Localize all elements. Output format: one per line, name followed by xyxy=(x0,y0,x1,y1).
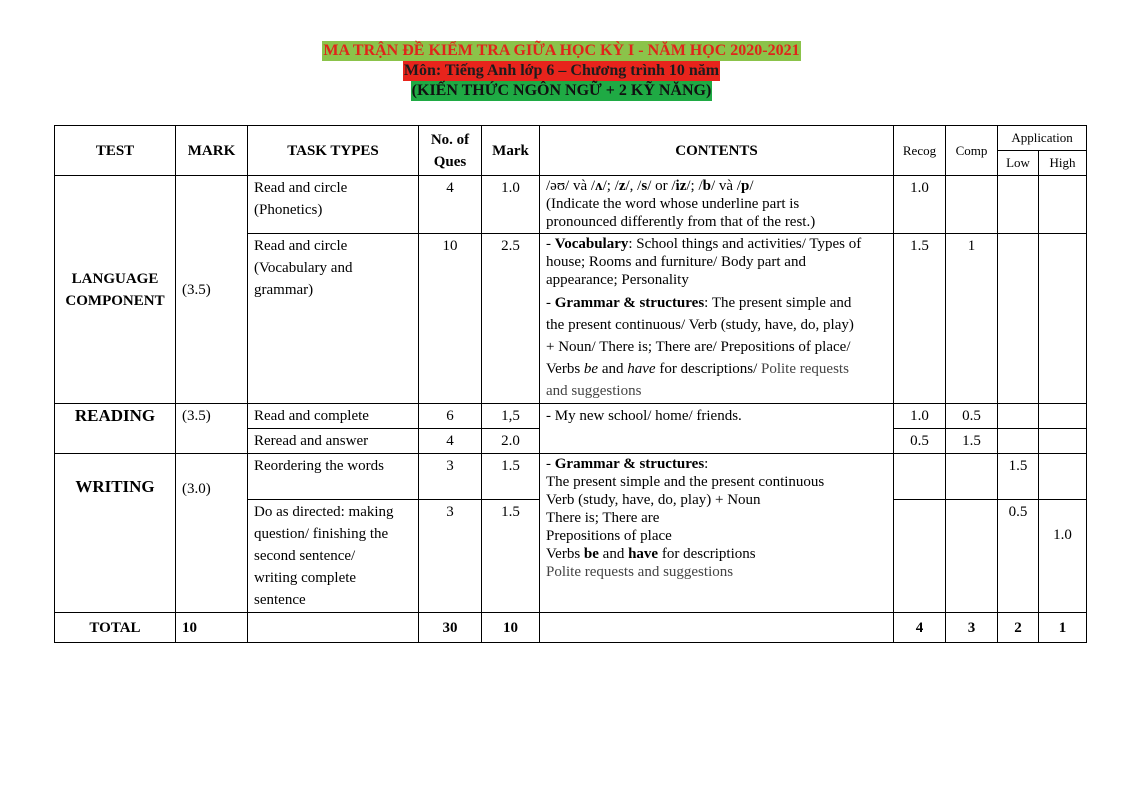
symbol-uh: ʌ xyxy=(595,178,603,194)
contents-line: (Indicate the word whose underline part is xyxy=(546,196,800,212)
contents-line: and suggestions xyxy=(546,383,642,399)
text: Verbs xyxy=(546,546,584,562)
contents-vocab-grammar xyxy=(540,234,894,404)
header-recog: Recog xyxy=(894,126,946,176)
mark-value: 2.5 xyxy=(482,234,540,404)
title-line-2: Môn: Tiếng Anh lớp 6 – Chương trình 10 năm xyxy=(403,62,720,79)
high-value xyxy=(1039,454,1087,500)
symbol-iz: iz xyxy=(675,178,687,194)
total-contents-empty xyxy=(540,613,894,643)
text: have xyxy=(628,546,659,562)
total-task-empty xyxy=(248,613,419,643)
header-no-of: No. of xyxy=(430,131,470,148)
high-value: 1.0 xyxy=(1039,500,1087,613)
low-value xyxy=(998,429,1039,454)
contents-writing xyxy=(540,454,894,613)
contents-line: There is; There are xyxy=(546,510,660,526)
task-line: (Vocabulary and xyxy=(254,260,353,276)
text: / xyxy=(749,178,754,194)
total-mark-2: 10 xyxy=(482,613,540,643)
header-no-of-ques xyxy=(419,126,482,176)
section-language xyxy=(55,176,176,404)
contents-line: pronounced differently from that of the rest.) xyxy=(546,214,816,230)
text: /, / xyxy=(625,178,642,194)
high-value xyxy=(1039,429,1087,454)
total-ques: 30 xyxy=(419,613,482,643)
exam-matrix-table xyxy=(54,125,1087,643)
text: /; / xyxy=(602,178,619,194)
comp-value xyxy=(946,454,998,500)
task-line: sentence xyxy=(254,592,306,608)
contents-line xyxy=(546,545,887,563)
text: / or / xyxy=(647,178,676,194)
total-label: TOTAL xyxy=(55,613,176,643)
comp-value: 1.5 xyxy=(946,429,998,454)
contents-line: house; Rooms and furniture/ Body part and xyxy=(546,254,806,270)
low-value xyxy=(998,234,1039,404)
task-read-complete: Read and complete xyxy=(248,404,419,429)
header-high: High xyxy=(1039,151,1087,176)
contents-line: appearance; Personality xyxy=(546,272,689,288)
task-reordering: Reordering the words xyxy=(248,454,419,500)
text: Verbs xyxy=(546,361,584,377)
text: : xyxy=(704,456,709,472)
task-phonetics xyxy=(248,176,419,234)
recog-value: 1.0 xyxy=(894,404,946,429)
symbol-ou: /əʊ/ xyxy=(546,178,570,194)
text: : The present simple and xyxy=(704,295,852,311)
task-line: Read and circle xyxy=(254,180,348,196)
task-line: (Phonetics) xyxy=(254,202,323,218)
comp-value xyxy=(946,500,998,613)
writing-row-1 xyxy=(55,454,1087,500)
contents-line: + Noun/ There is; There are/ Prepositions of place/ xyxy=(546,339,851,355)
text: have xyxy=(627,361,656,377)
header-task-types: TASK TYPES xyxy=(248,126,419,176)
text: and xyxy=(598,546,629,562)
symbol-b: b xyxy=(702,178,711,194)
header-low: Low xyxy=(998,151,1039,176)
symbol-s: s xyxy=(641,178,648,194)
language-mark: (3.5) xyxy=(176,176,248,404)
header-comp: Comp xyxy=(946,126,998,176)
high-value xyxy=(1039,176,1087,234)
contents-reading: - My new school/ home/ friends. xyxy=(540,404,894,454)
vocab-block: - Vocabulary: School things and activities/ Types of xyxy=(546,236,862,252)
ques-count: 4 xyxy=(419,429,482,454)
section-reading: READING xyxy=(55,404,176,454)
ques-count: 10 xyxy=(419,234,482,404)
task-line: question/ finishing the xyxy=(254,526,389,542)
reading-mark: (3.5) xyxy=(176,404,248,454)
text: be xyxy=(583,546,599,562)
contents-line: Prepositions of place xyxy=(546,528,672,544)
comp-value xyxy=(946,176,998,234)
comp-value: 0.5 xyxy=(946,404,998,429)
header-contents: CONTENTS xyxy=(540,126,894,176)
ques-count: 3 xyxy=(419,500,482,613)
text: Polite requests xyxy=(761,361,849,377)
task-line: grammar) xyxy=(254,282,314,298)
reading-row-1 xyxy=(55,404,1087,429)
total-low: 2 xyxy=(998,613,1039,643)
total-comp: 3 xyxy=(946,613,998,643)
text: /; / xyxy=(686,178,703,194)
ques-count: 3 xyxy=(419,454,482,500)
symbol-z: z xyxy=(618,178,626,194)
contents-phonetics xyxy=(540,176,894,234)
recog-value xyxy=(894,500,946,613)
section-language-line2: COMPONENT xyxy=(65,292,165,309)
grammar-block: - Grammar & structures: The present simple and xyxy=(546,295,852,311)
section-writing: WRITING xyxy=(55,454,176,613)
task-line: second sentence/ xyxy=(254,548,356,564)
low-value xyxy=(998,404,1039,429)
recog-value: 1.0 xyxy=(894,176,946,234)
language-row-phonetics xyxy=(55,176,1087,234)
task-do-as-directed xyxy=(248,500,419,613)
recog-value: 1.5 xyxy=(894,234,946,404)
contents-line: Polite requests and suggestions xyxy=(546,564,734,580)
task-reread-answer: Reread and answer xyxy=(248,429,419,454)
task-vocab-grammar xyxy=(248,234,419,404)
section-language-line1: LANGUAGE xyxy=(71,270,159,287)
text: for descriptions xyxy=(658,546,756,562)
total-high: 1 xyxy=(1039,613,1087,643)
ques-count: 6 xyxy=(419,404,482,429)
contents-line xyxy=(546,358,887,380)
comp-value: 1 xyxy=(946,234,998,404)
mark-value: 1.0 xyxy=(482,176,540,234)
recog-value xyxy=(894,454,946,500)
header-test: TEST xyxy=(55,126,176,176)
text: : School things and activities/ Types of xyxy=(628,236,862,252)
text: và / xyxy=(569,178,596,194)
text: / và / xyxy=(710,178,741,194)
task-line: Read and circle xyxy=(254,238,348,254)
grammar-label: Grammar & structures xyxy=(554,295,705,311)
vocab-label: Vocabulary xyxy=(554,236,629,252)
total-recog: 4 xyxy=(894,613,946,643)
header-mark: MARK xyxy=(176,126,248,176)
header-row xyxy=(55,126,1087,151)
contents-line: the present continuous/ Verb (study, have, do, play) xyxy=(546,317,854,333)
high-value xyxy=(1039,234,1087,404)
header-application: Application xyxy=(998,126,1087,151)
phonetic-symbols xyxy=(546,177,887,195)
ques-count: 4 xyxy=(419,176,482,234)
recog-value: 0.5 xyxy=(894,429,946,454)
grammar-label: Grammar & structures xyxy=(554,456,705,472)
mark-value: 2.0 xyxy=(482,429,540,454)
contents-line: The present simple and the present continuous xyxy=(546,474,825,490)
title-line-3: (KIẾN THỨC NGÔN NGỮ + 2 KỸ NĂNG) xyxy=(411,82,712,99)
low-value xyxy=(998,176,1039,234)
total-mark: 10 xyxy=(176,613,248,643)
document-title xyxy=(0,41,1123,101)
header-ques: Ques xyxy=(433,153,467,170)
task-line: Do as directed: making xyxy=(254,504,394,520)
text: and xyxy=(598,361,628,377)
mark-value: 1,5 xyxy=(482,404,540,429)
writing-mark: (3.0) xyxy=(176,454,248,613)
mark-value: 1.5 xyxy=(482,500,540,613)
text: for descriptions/ xyxy=(655,361,761,377)
title-line-1: MA TRẬN ĐỀ KIỂM TRA GIỮA HỌC KỲ I - NĂM HỌC 2020-2021 xyxy=(323,42,800,59)
low-value: 0.5 xyxy=(998,500,1039,613)
high-value xyxy=(1039,404,1087,429)
total-row xyxy=(55,613,1087,643)
text: be xyxy=(583,361,599,377)
symbol-p: p xyxy=(740,178,750,194)
contents-line: Verb (study, have, do, play) + Noun xyxy=(546,492,761,508)
task-line: writing complete xyxy=(254,570,357,586)
mark-value: 1.5 xyxy=(482,454,540,500)
low-value: 1.5 xyxy=(998,454,1039,500)
header-mark-2: Mark xyxy=(482,126,540,176)
writing-grammar-label: - Grammar & structures: xyxy=(546,456,709,472)
